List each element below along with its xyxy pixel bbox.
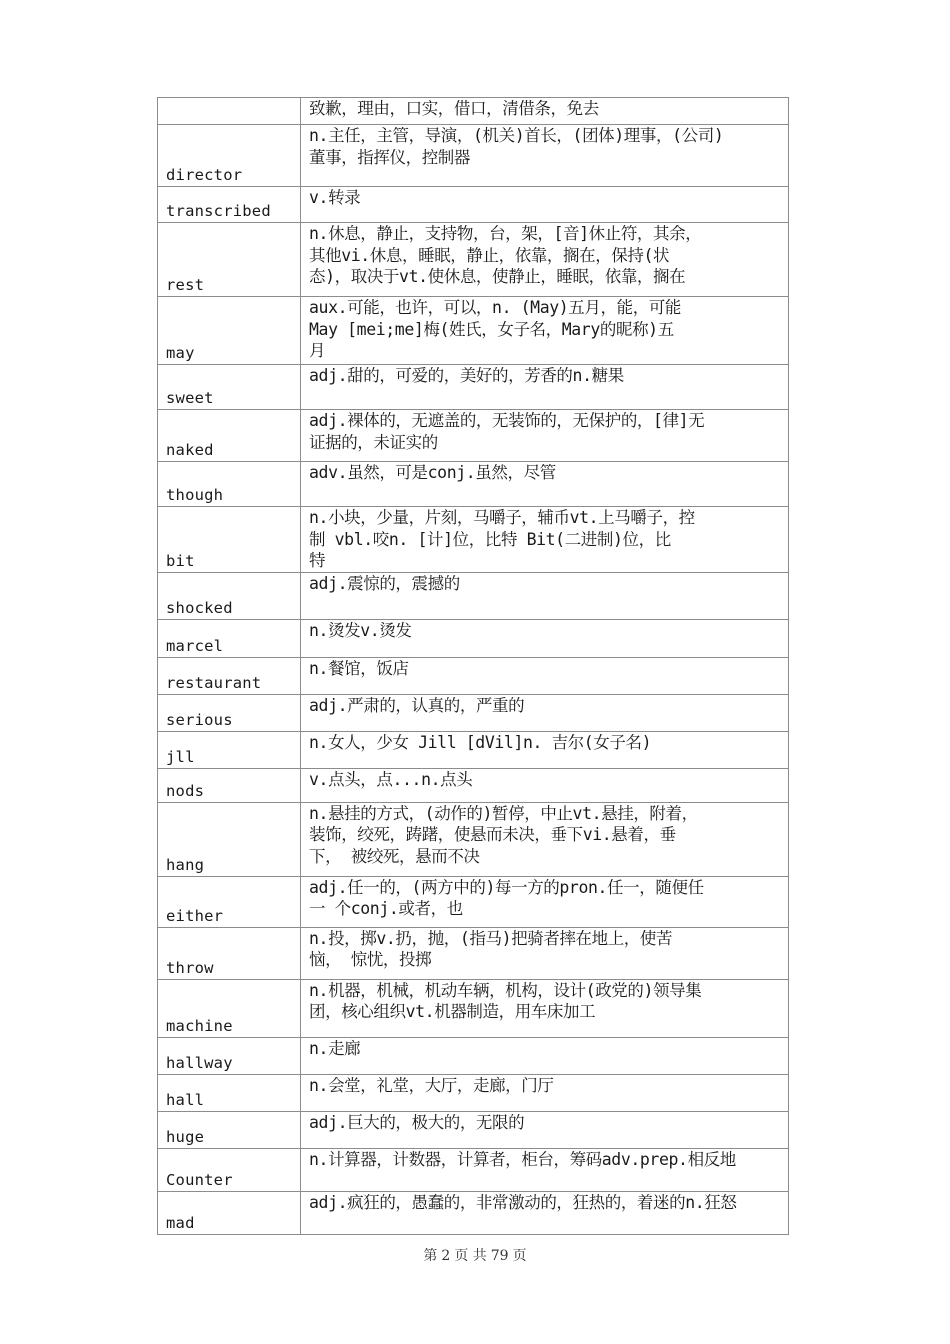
table-row: [158, 876, 789, 927]
table-row: [158, 125, 789, 187]
definition-cell: [301, 410, 789, 462]
table-row: [158, 927, 789, 979]
word-cell: [158, 572, 301, 619]
definition-line: n.走廊: [309, 1038, 361, 1058]
word-cell: [158, 802, 301, 876]
table-row: [158, 572, 789, 619]
word-cell: [158, 507, 301, 573]
definition-line: adj.巨大的，极大的，无限的: [309, 1112, 525, 1132]
word-cell: [158, 619, 301, 657]
definition-line: n.小块，少量，片刻，马嚼子，辅币vt.上马嚼子，控: [309, 508, 695, 527]
definition-cell: [301, 462, 789, 507]
definition-cell: [301, 619, 789, 657]
table-row: [158, 1191, 789, 1234]
word-text: Counter: [166, 1170, 233, 1189]
table-row: [158, 297, 789, 365]
word-cell: [158, 365, 301, 410]
definition-cell: [301, 1074, 789, 1111]
definition-line: 下， 被绞死，悬而不决: [309, 846, 480, 866]
definition-line: v.点头，点...n.点头: [309, 769, 473, 789]
page-footer: [0, 1245, 950, 1265]
word-cell: [158, 98, 301, 125]
word-text: transcribed: [166, 202, 271, 220]
footer-suffix: 页: [512, 1248, 527, 1264]
word-text: rest: [166, 276, 205, 294]
word-cell: [158, 410, 301, 462]
definition-line: 团，核心组织vt.机器制造，用车床加工: [309, 1002, 596, 1021]
definition-line: 特: [309, 551, 326, 570]
definition-line: adj.裸体的，无遮盖的，无装饰的，无保护的，[律]无: [309, 411, 705, 430]
definition-line: n.休息，静止，支持物，台，架，[音]休止符，其余，: [309, 224, 702, 243]
word-cell: [158, 876, 301, 927]
word-text: throw: [166, 958, 214, 977]
word-text: machine: [166, 1016, 233, 1035]
definition-line: 态)，取决于vt.使休息，使静止，睡眠，依靠，搁在: [309, 267, 686, 286]
word-cell: [158, 694, 301, 731]
word-cell: [158, 979, 301, 1037]
definition-cell: [301, 223, 789, 297]
footer-total-pages: 79: [490, 1248, 509, 1264]
word-text: marcel: [166, 636, 224, 655]
table-row: [158, 694, 789, 731]
word-text: nods: [166, 781, 205, 800]
word-cell: [158, 927, 301, 979]
footer-middle: 页 共: [454, 1248, 487, 1264]
word-text: may: [166, 344, 195, 362]
definition-line: v.转录: [309, 188, 361, 207]
definition-line: adj.严肃的，认真的，严重的: [309, 695, 525, 715]
word-text: mad: [166, 1213, 195, 1232]
table-row: [158, 98, 789, 125]
table-row: [158, 223, 789, 297]
definition-cell: [301, 768, 789, 802]
table-row: [158, 187, 789, 223]
definition-cell: [301, 365, 789, 410]
vocabulary-table: [157, 97, 789, 1235]
definition-line: 装饰，绞死，踌躇，使悬而未决，垂下vi.悬着，垂: [309, 825, 676, 844]
word-cell: [158, 1074, 301, 1111]
word-text: sweet: [166, 389, 214, 407]
word-text: though: [166, 486, 224, 504]
word-cell: [158, 731, 301, 768]
word-cell: [158, 768, 301, 802]
definition-cell: [301, 1111, 789, 1148]
word-text: director: [166, 166, 243, 184]
definition-line: adj.甜的，可爱的，美好的，芳香的n.糖果: [309, 366, 624, 385]
word-text: serious: [166, 710, 233, 729]
definition-cell: [301, 802, 789, 876]
definition-line: 恼， 惊忧，投掷: [309, 950, 432, 969]
definition-line: adj.疯狂的，愚蠢的，非常激动的，狂热的，着迷的n.狂怒: [309, 1192, 737, 1212]
definition-line: n.餐馆，饭店: [309, 658, 409, 678]
definition-cell: [301, 979, 789, 1037]
word-text: hall: [166, 1090, 205, 1109]
table-row: [158, 1111, 789, 1148]
definition-cell: [301, 1037, 789, 1074]
definition-line: n.机器，机械，机动车辆，机构，设计(政党的)领导集: [309, 980, 702, 1000]
definition-line: n.悬挂的方式，(动作的)暂停，中止vt.悬挂，附着，: [309, 803, 698, 823]
definition-line: 其他vi.休息，睡眠，静止，依靠，搁在，保持(状: [309, 245, 670, 265]
definition-cell: [301, 694, 789, 731]
word-cell: [158, 297, 301, 365]
footer-page-number: 2: [441, 1248, 451, 1264]
table-row: [158, 802, 789, 876]
table-row: [158, 731, 789, 768]
definition-line: May [mei;me]梅(姓氏，女子名，Mary的昵称)五: [309, 319, 674, 339]
table-row: [158, 365, 789, 410]
table-row: [158, 979, 789, 1037]
definition-cell: [301, 572, 789, 619]
definition-line: n.会堂，礼堂，大厅，走廊，门厅: [309, 1075, 554, 1095]
definition-cell: [301, 657, 789, 694]
word-text: either: [166, 906, 224, 925]
definition-cell: [301, 125, 789, 187]
word-text: shocked: [166, 598, 233, 617]
definition-line: adj.震惊的，震撼的: [309, 573, 460, 593]
definition-line: aux.可能，也许，可以，n. (May)五月，能，可能: [309, 298, 682, 317]
word-cell: [158, 223, 301, 297]
table-row: [158, 768, 789, 802]
definition-line: n.烫发v.烫发: [309, 620, 412, 640]
definition-line: n.投，掷v.扔，抛，(指马)把骑者摔在地上，使苦: [309, 928, 673, 948]
definition-cell: [301, 1191, 789, 1234]
word-cell: [158, 1191, 301, 1234]
table-row: [158, 462, 789, 507]
table-row: [158, 1037, 789, 1074]
word-cell: [158, 1037, 301, 1074]
word-cell: [158, 125, 301, 187]
table-row: [158, 1148, 789, 1191]
word-cell: [158, 187, 301, 223]
table-row: [158, 410, 789, 462]
word-text: hang: [166, 855, 205, 874]
word-text: huge: [166, 1127, 205, 1146]
definition-cell: [301, 1148, 789, 1191]
word-cell: [158, 1148, 301, 1191]
definition-line: 董事，指挥仪，控制器: [309, 147, 471, 167]
word-text: bit: [166, 551, 195, 570]
definition-line: n.主任，主管，导演，(机关)首长，(团体)理事，(公司): [309, 126, 724, 145]
definition-cell: [301, 187, 789, 223]
definition-cell: [301, 507, 789, 573]
definition-line: 一 个conj.或者，也: [309, 899, 463, 918]
word-text: naked: [166, 441, 214, 459]
definition-cell: [301, 731, 789, 768]
word-text: restaurant: [166, 673, 262, 692]
vocabulary-table-body: [158, 98, 789, 1235]
word-cell: [158, 657, 301, 694]
table-row: [158, 619, 789, 657]
definition-line: 致歉，理由，口实，借口，清借条，免去: [309, 99, 599, 118]
definition-line: n.女人，少女 Jill [dVil]n. 吉尔(女子名): [309, 732, 652, 752]
table-row: [158, 657, 789, 694]
word-text: jll: [166, 747, 195, 766]
definition-line: 证据的，未证实的: [309, 432, 438, 452]
table-row: [158, 1074, 789, 1111]
table-row: [158, 507, 789, 573]
footer-prefix: 第: [423, 1248, 438, 1264]
definition-line: 制 vbl.咬n. [计]位，比特 Bit(二进制)位，比: [309, 529, 671, 549]
word-text: hallway: [166, 1053, 233, 1072]
definition-line: adj.任一的，(两方中的)每一方的pron.任一，随便任: [309, 877, 704, 897]
word-cell: [158, 1111, 301, 1148]
definition-line: n.计算器，计数器，计算者，柜台，筹码adv.prep.相反地: [309, 1149, 736, 1169]
definition-line: 月: [309, 341, 326, 360]
definition-cell: [301, 98, 789, 125]
definition-cell: [301, 876, 789, 927]
definition-line: adv.虽然，可是conj.虽然，尽管: [309, 463, 556, 482]
definition-cell: [301, 927, 789, 979]
definition-cell: [301, 297, 789, 365]
word-cell: [158, 462, 301, 507]
